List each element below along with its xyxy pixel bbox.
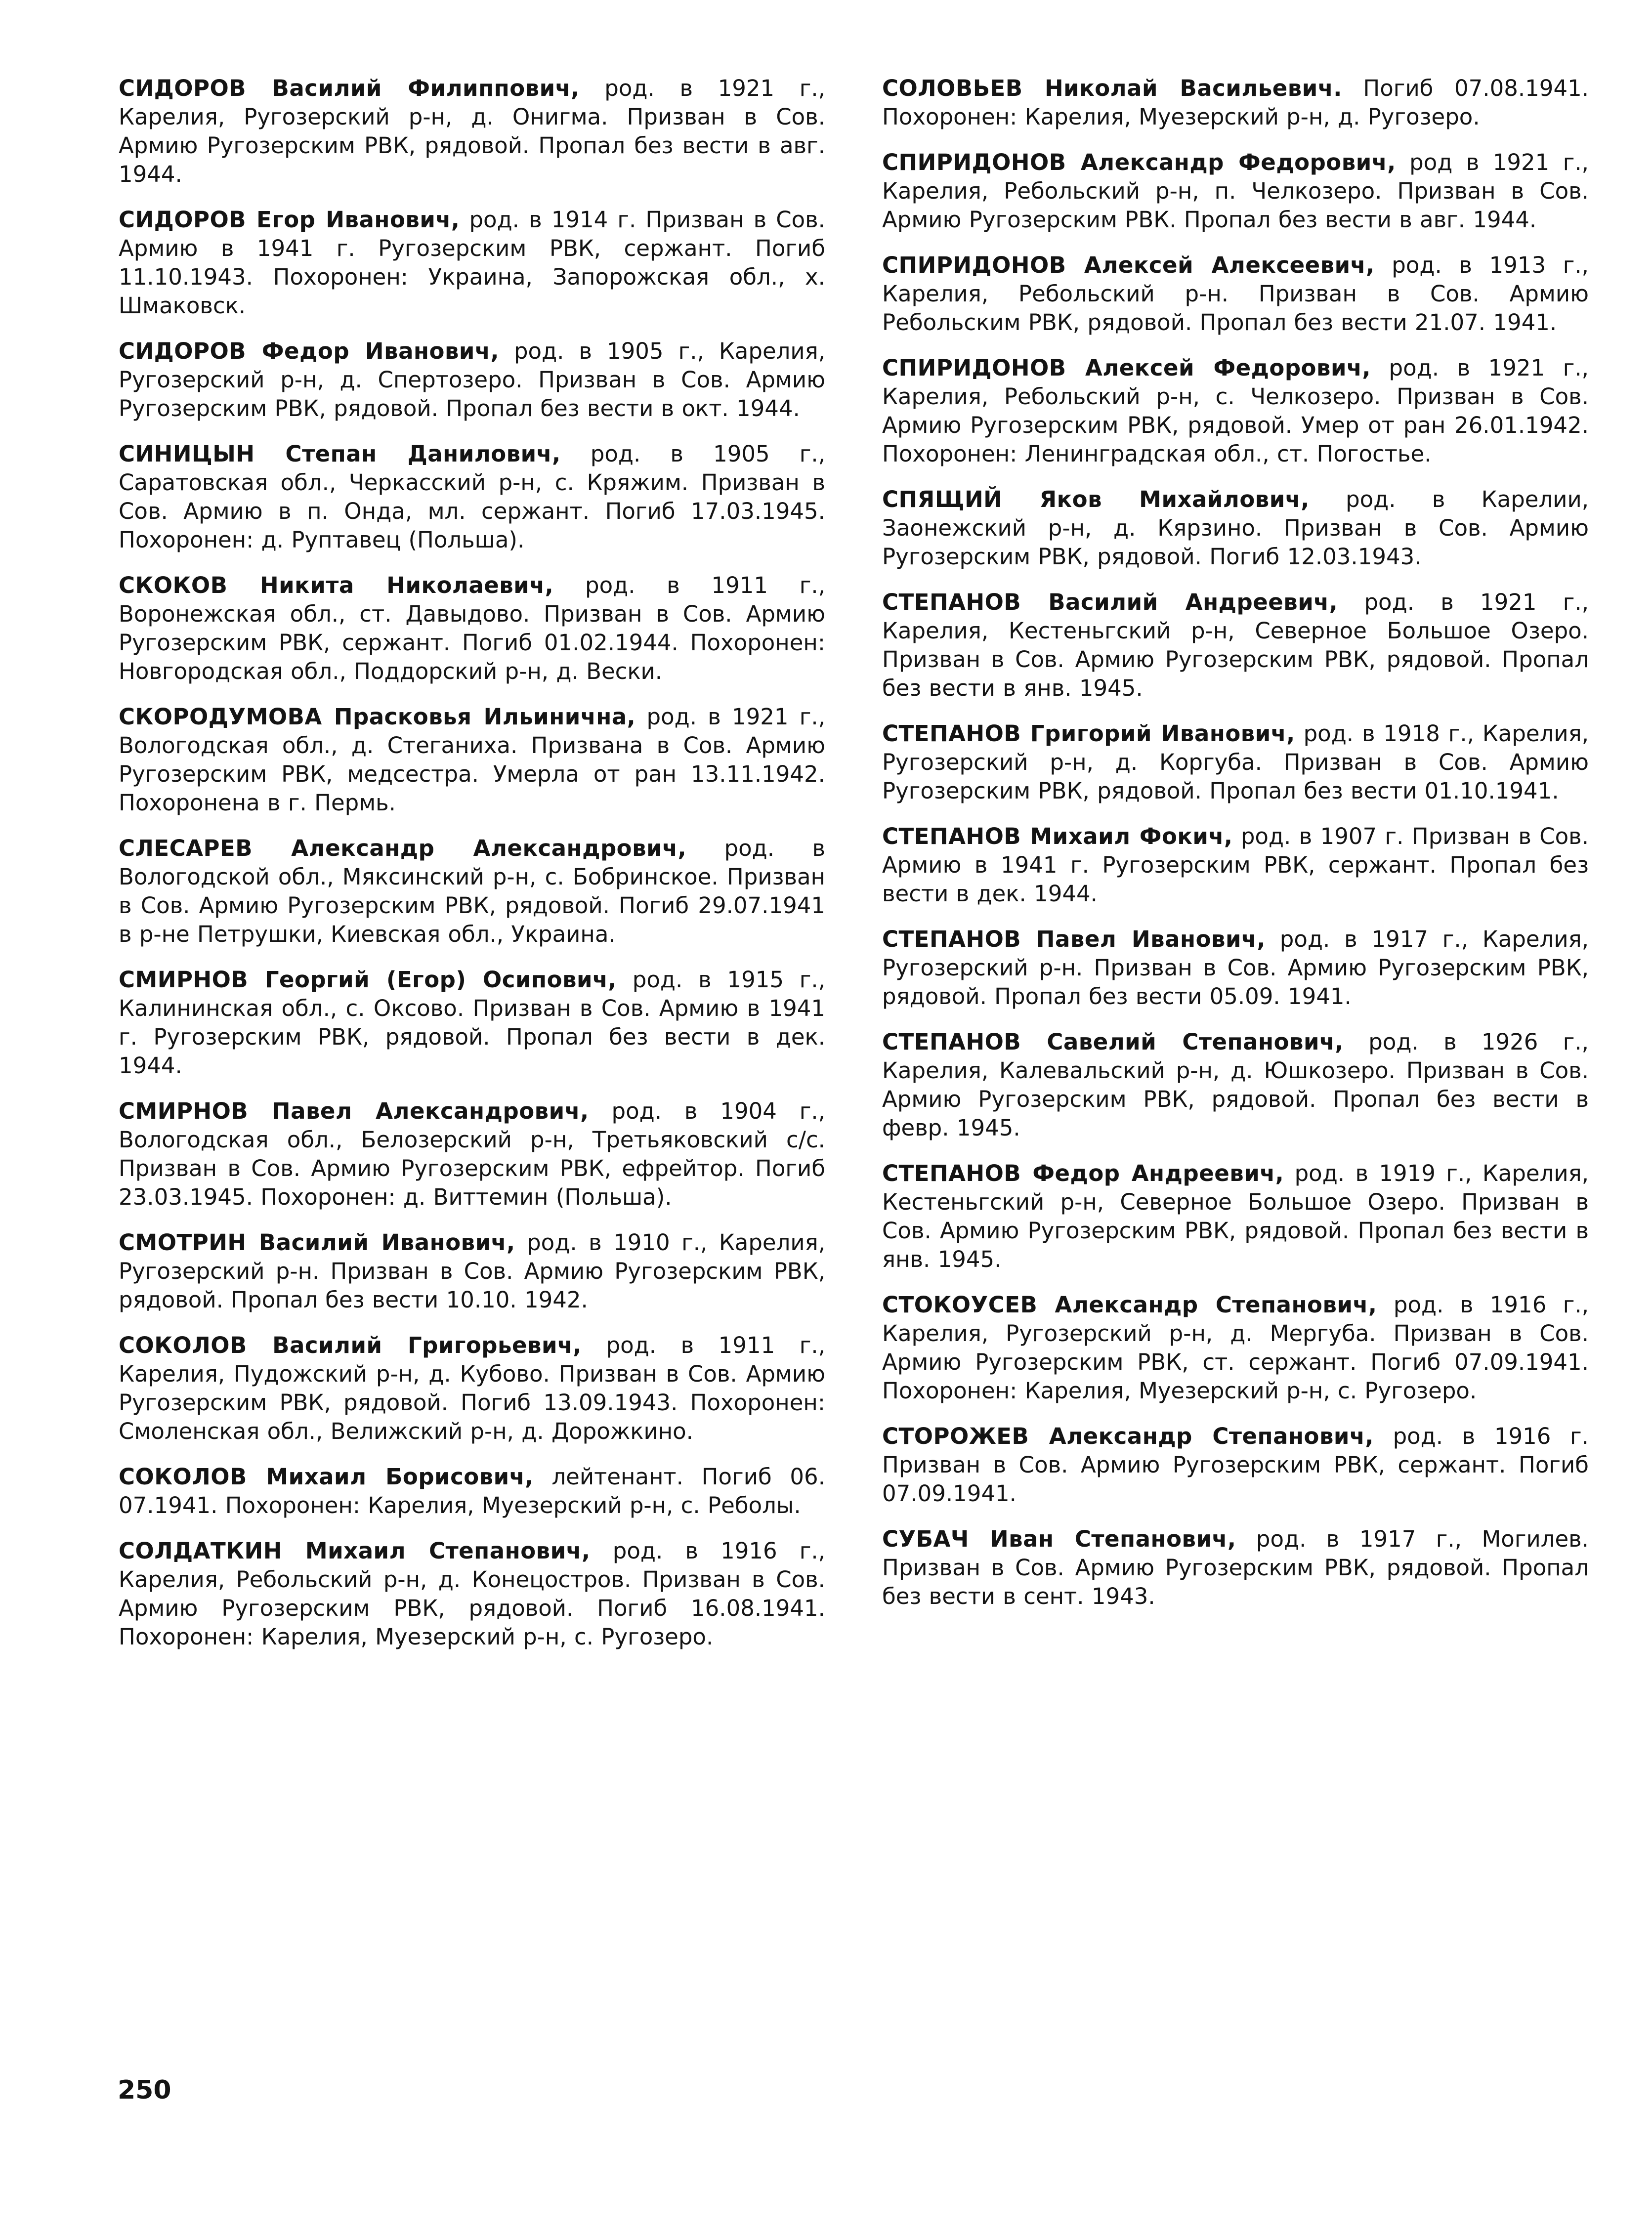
entry-details: род. в 1910 г., Карелия, Ругозерский р-н. Призван в Сов. Армию Ругозерским РВК, рядовой. Пропал без вести 10.10. 1942. bbox=[119, 1229, 825, 1313]
entry-name: СКОРОДУМОВА Прасковья Ильинична, bbox=[119, 704, 636, 730]
entry-name: СИДОРОВ Федор Иванович, bbox=[119, 338, 499, 364]
entry-name: СОКОЛОВ Михаил Борисович, bbox=[119, 1464, 534, 1490]
memorial-entry bbox=[119, 74, 825, 189]
entry-details: род. в 1919 г., Карелия, Кестеньгский р-н, Северное Большое Озеро. Призван в Сов. Армию Ругозерским РВК, рядовой. Пропал без вести в янв. 1945. bbox=[882, 1160, 1589, 1272]
entry-details: род. в Карелии, Заонежский р-н, д. Кярзино. Призван в Сов. Армию Ругозерским РВК, рядовой. Погиб 12.03.1943. bbox=[882, 486, 1589, 570]
entry-name: СТЕПАНОВ Савелий Степанович, bbox=[882, 1029, 1344, 1055]
memorial-entry bbox=[119, 337, 825, 423]
memorial-entry bbox=[882, 588, 1589, 703]
memorial-entry bbox=[119, 1331, 825, 1446]
memorial-entry bbox=[119, 1097, 825, 1212]
memorial-entry bbox=[119, 1463, 825, 1520]
memorial-entry bbox=[882, 1422, 1589, 1508]
memorial-entry bbox=[119, 206, 825, 320]
entry-details: род. в 1911 г., Карелия, Пудожский р-н, д. Кубово. Призван в Сов. Армию Ругозерским РВК, рядовой. Погиб 13.09.1943. Похоронен: Смоленская обл., Велижский р-н, д. Дорожкино. bbox=[119, 1332, 826, 1444]
entry-name: СТЕПАНОВ Григорий Иванович, bbox=[882, 720, 1295, 747]
entry-name: СТЕПАНОВ Михаил Фокич, bbox=[882, 823, 1233, 849]
memorial-entry bbox=[882, 1159, 1589, 1274]
memorial-entry bbox=[882, 74, 1589, 131]
right-column bbox=[882, 74, 1589, 1628]
entry-details: род. в 1913 г., Карелия, Ребольский р-н. Призван в Сов. Армию Ребольским РВК, рядовой. Пропал без вести 21.07. 1941. bbox=[882, 252, 1589, 336]
entry-details: род. в 1921 г., Карелия, Кестеньгский р-н, Северное Большое Озеро. Призван в Сов. Армию Ругозерским РВК, рядовой. Пропал без вести в янв. 1945. bbox=[882, 589, 1589, 701]
entry-details: род. в 1907 г. Призван в Сов. Армию в 1941 г. Ругозерским РВК, сержант. Пропал без вести в дек. 1944. bbox=[882, 823, 1589, 907]
entry-name: СМИРНОВ Георгий (Егор) Осипович, bbox=[119, 967, 617, 993]
entry-details: род. в 1926 г., Карелия, Калевальский р-н, д. Юшкозеро. Призван в Сов. Армию Ругозерским РВК, рядовой. Пропал без вести в февр. 1945. bbox=[882, 1029, 1589, 1141]
entry-name: СИДОРОВ Василий Филиппович, bbox=[119, 75, 580, 101]
entry-details: род. в 1915 г., Калининская обл., с. Оксово. Призван в Сов. Армию в 1941 г. Ругозерским РВК, рядовой. Пропал без вести в дек. 1944. bbox=[119, 967, 826, 1079]
entry-name: СКОКОВ Никита Николаевич, bbox=[119, 572, 554, 598]
entry-name: СПИРИДОНОВ Алексей Федорович, bbox=[882, 355, 1371, 381]
entry-name: СУБАЧ Иван Степанович, bbox=[882, 1526, 1236, 1552]
entry-details: Погиб 07.08.1941. Похоронен: Карелия, Муезерский р-н, д. Ругозеро. bbox=[882, 75, 1589, 130]
entry-name: СПИРИДОНОВ Алексей Алексеевич, bbox=[882, 252, 1375, 278]
entry-details: род в 1921 г., Карелия, Ребольский р-н, п. Челкозеро. Призван в Сов. Армию Ругозерским РВК. Пропал без вести в авг. 1944. bbox=[882, 149, 1589, 233]
entry-details: род. в 1911 г., Воронежская обл., ст. Давыдово. Призван в Сов. Армию Ругозерским РВК, сержант. Погиб 01.02.1944. Похоронен: Новгородская обл., Поддорский р-н, д. Вески. bbox=[119, 572, 825, 684]
page-number: 250 bbox=[118, 2075, 171, 2105]
entry-name: СПЯЩИЙ Яков Михайлович, bbox=[882, 486, 1310, 512]
entry-name: СИНИЦЫН Степан Данилович, bbox=[119, 441, 561, 467]
memorial-entry bbox=[882, 1525, 1589, 1611]
entry-name: СЛЕСАРЕВ Александр Александрович, bbox=[119, 835, 687, 861]
memorial-entry bbox=[882, 822, 1589, 908]
memorial-entry bbox=[119, 571, 825, 686]
entry-name: СТЕПАНОВ Федор Андреевич, bbox=[882, 1160, 1284, 1186]
entry-details: род. в 1916 г., Карелия, Ругозерский р-н, д. Мергуба. Призван в Сов. Армию Ругозерским РВК, ст. сержант. Погиб 07.09.1941. Похоронен: Карелия, Муезерский р-н, с. Ругозеро. bbox=[882, 1292, 1589, 1404]
memorial-entry bbox=[882, 485, 1589, 571]
entry-name: СТЕПАНОВ Павел Иванович, bbox=[882, 926, 1266, 952]
memorial-entry bbox=[882, 148, 1589, 234]
entry-name: СОЛОВЬЕВ Николай Васильевич. bbox=[882, 75, 1342, 101]
memorial-entry bbox=[882, 1291, 1589, 1405]
entry-details: род. в 1921 г., Вологодская обл., д. Стеганиха. Призвана в Сов. Армию Ругозерским РВК, медсестра. Умерла от ран 13.11.1942. Похоронена в г. Пермь. bbox=[119, 704, 825, 816]
memorial-entry bbox=[882, 925, 1589, 1011]
entry-details: род. в 1921 г., Карелия, Ругозерский р-н, д. Онигма. Призван в Сов. Армию Ругозерским РВК, рядовой. Пропал без вести в авг. 1944. bbox=[119, 75, 825, 187]
memorial-entry bbox=[119, 966, 825, 1080]
entry-details: род. в 1904 г., Вологодская обл., Белозерский р-н, Третьяковский с/с. Призван в Сов. Армию Ругозерским РВК, ефрейтор. Погиб 23.03.1945. Похоронен: д. Виттемин (Польша). bbox=[119, 1098, 825, 1210]
entry-details: род. в 1914 г. Призван в Сов. Армию в 1941 г. Ругозерским РВК, сержант. Погиб 11.10.1943. Похоронен: Украина, Запорожская обл., х. Шмаковск. bbox=[119, 207, 825, 319]
memorial-entry bbox=[882, 354, 1589, 468]
entry-name: СМОТРИН Василий Иванович, bbox=[119, 1229, 515, 1256]
entry-details: род. в 1918 г., Карелия, Ругозерский р-н, д. Коргуба. Призван в Сов. Армию Ругозерским РВК, рядовой. Пропал без вести 01.10.1941. bbox=[882, 720, 1589, 804]
entry-details: род. в 1905 г., Карелия, Ругозерский р-н, д. Спертозеро. Призван в Сов. Армию Ругозерским РВК, рядовой. Пропал без вести в окт. 1944. bbox=[119, 338, 826, 421]
entry-name: СТОКОУСЕВ Александр Степанович, bbox=[882, 1292, 1377, 1318]
left-column bbox=[119, 74, 825, 1668]
entry-details: род. в 1916 г. Призван в Сов. Армию Ругозерским РВК, сержант. Погиб 07.09.1941. bbox=[882, 1423, 1589, 1507]
memorial-entry bbox=[882, 719, 1589, 805]
memorial-entry bbox=[119, 703, 825, 817]
entry-name: СПИРИДОНОВ Александр Федорович, bbox=[882, 149, 1396, 175]
entry-name: СОЛДАТКИН Михаил Степанович, bbox=[119, 1538, 591, 1564]
entry-details: род. в 1921 г., Карелия, Ребольский р-н, с. Челкозеро. Призван в Сов. Армию Ругозерским РВК, рядовой. Умер от ран 26.01.1942. Похоронен: Ленинградская обл., ст. Погостье. bbox=[882, 355, 1589, 467]
entry-details: род. в Вологодской обл., Мяксинский р-н, с. Бобринское. Призван в Сов. Армию Ругозерским РВК, рядовой. Погиб 29.07.1941 в р-не Петрушки, Киевская обл., Украина. bbox=[119, 835, 825, 947]
entry-name: СТОРОЖЕВ Александр Степанович, bbox=[882, 1423, 1374, 1449]
entry-name: СМИРНОВ Павел Александрович, bbox=[119, 1098, 589, 1124]
memorial-entry bbox=[119, 1228, 825, 1314]
entry-details: род. в 1905 г., Саратовская обл., Черкасский р-н, с. Кряжим. Призван в Сов. Армию в п. Онда, мл. сержант. Погиб 17.03.1945. Похоронен: д. Руптавец (Польша). bbox=[119, 441, 825, 553]
entry-details: лейтенант. Погиб 06. 07.1941. Похоронен: Карелия, Муезерский р-н, с. Реболы. bbox=[119, 1464, 825, 1518]
entry-name: СТЕПАНОВ Василий Андреевич, bbox=[882, 589, 1338, 615]
memorial-entry bbox=[882, 251, 1589, 337]
entry-details: род. в 1917 г., Карелия, Ругозерский р-н. Призван в Сов. Армию Ругозерским РВК, рядовой. Пропал без вести 05.09. 1941. bbox=[882, 926, 1589, 1010]
entry-name: СОКОЛОВ Василий Григорьевич, bbox=[119, 1332, 582, 1358]
entry-name: СИДОРОВ Егор Иванович, bbox=[119, 207, 460, 233]
memorial-entry bbox=[882, 1028, 1589, 1142]
memorial-entry bbox=[119, 440, 825, 554]
entry-details: род. в 1916 г., Карелия, Ребольский р-н, д. Конецостров. Призван в Сов. Армию Ругозерским РВК, рядовой. Погиб 16.08.1941. Похоронен: Карелия, Муезерский р-н, с. Ругозеро. bbox=[119, 1538, 825, 1650]
memorial-entry bbox=[119, 1537, 825, 1651]
entry-details: род. в 1917 г., Могилев. Призван в Сов. Армию Ругозерским РВК, рядовой. Пропал без вести в сент. 1943. bbox=[882, 1526, 1589, 1609]
memorial-entry bbox=[119, 834, 825, 949]
